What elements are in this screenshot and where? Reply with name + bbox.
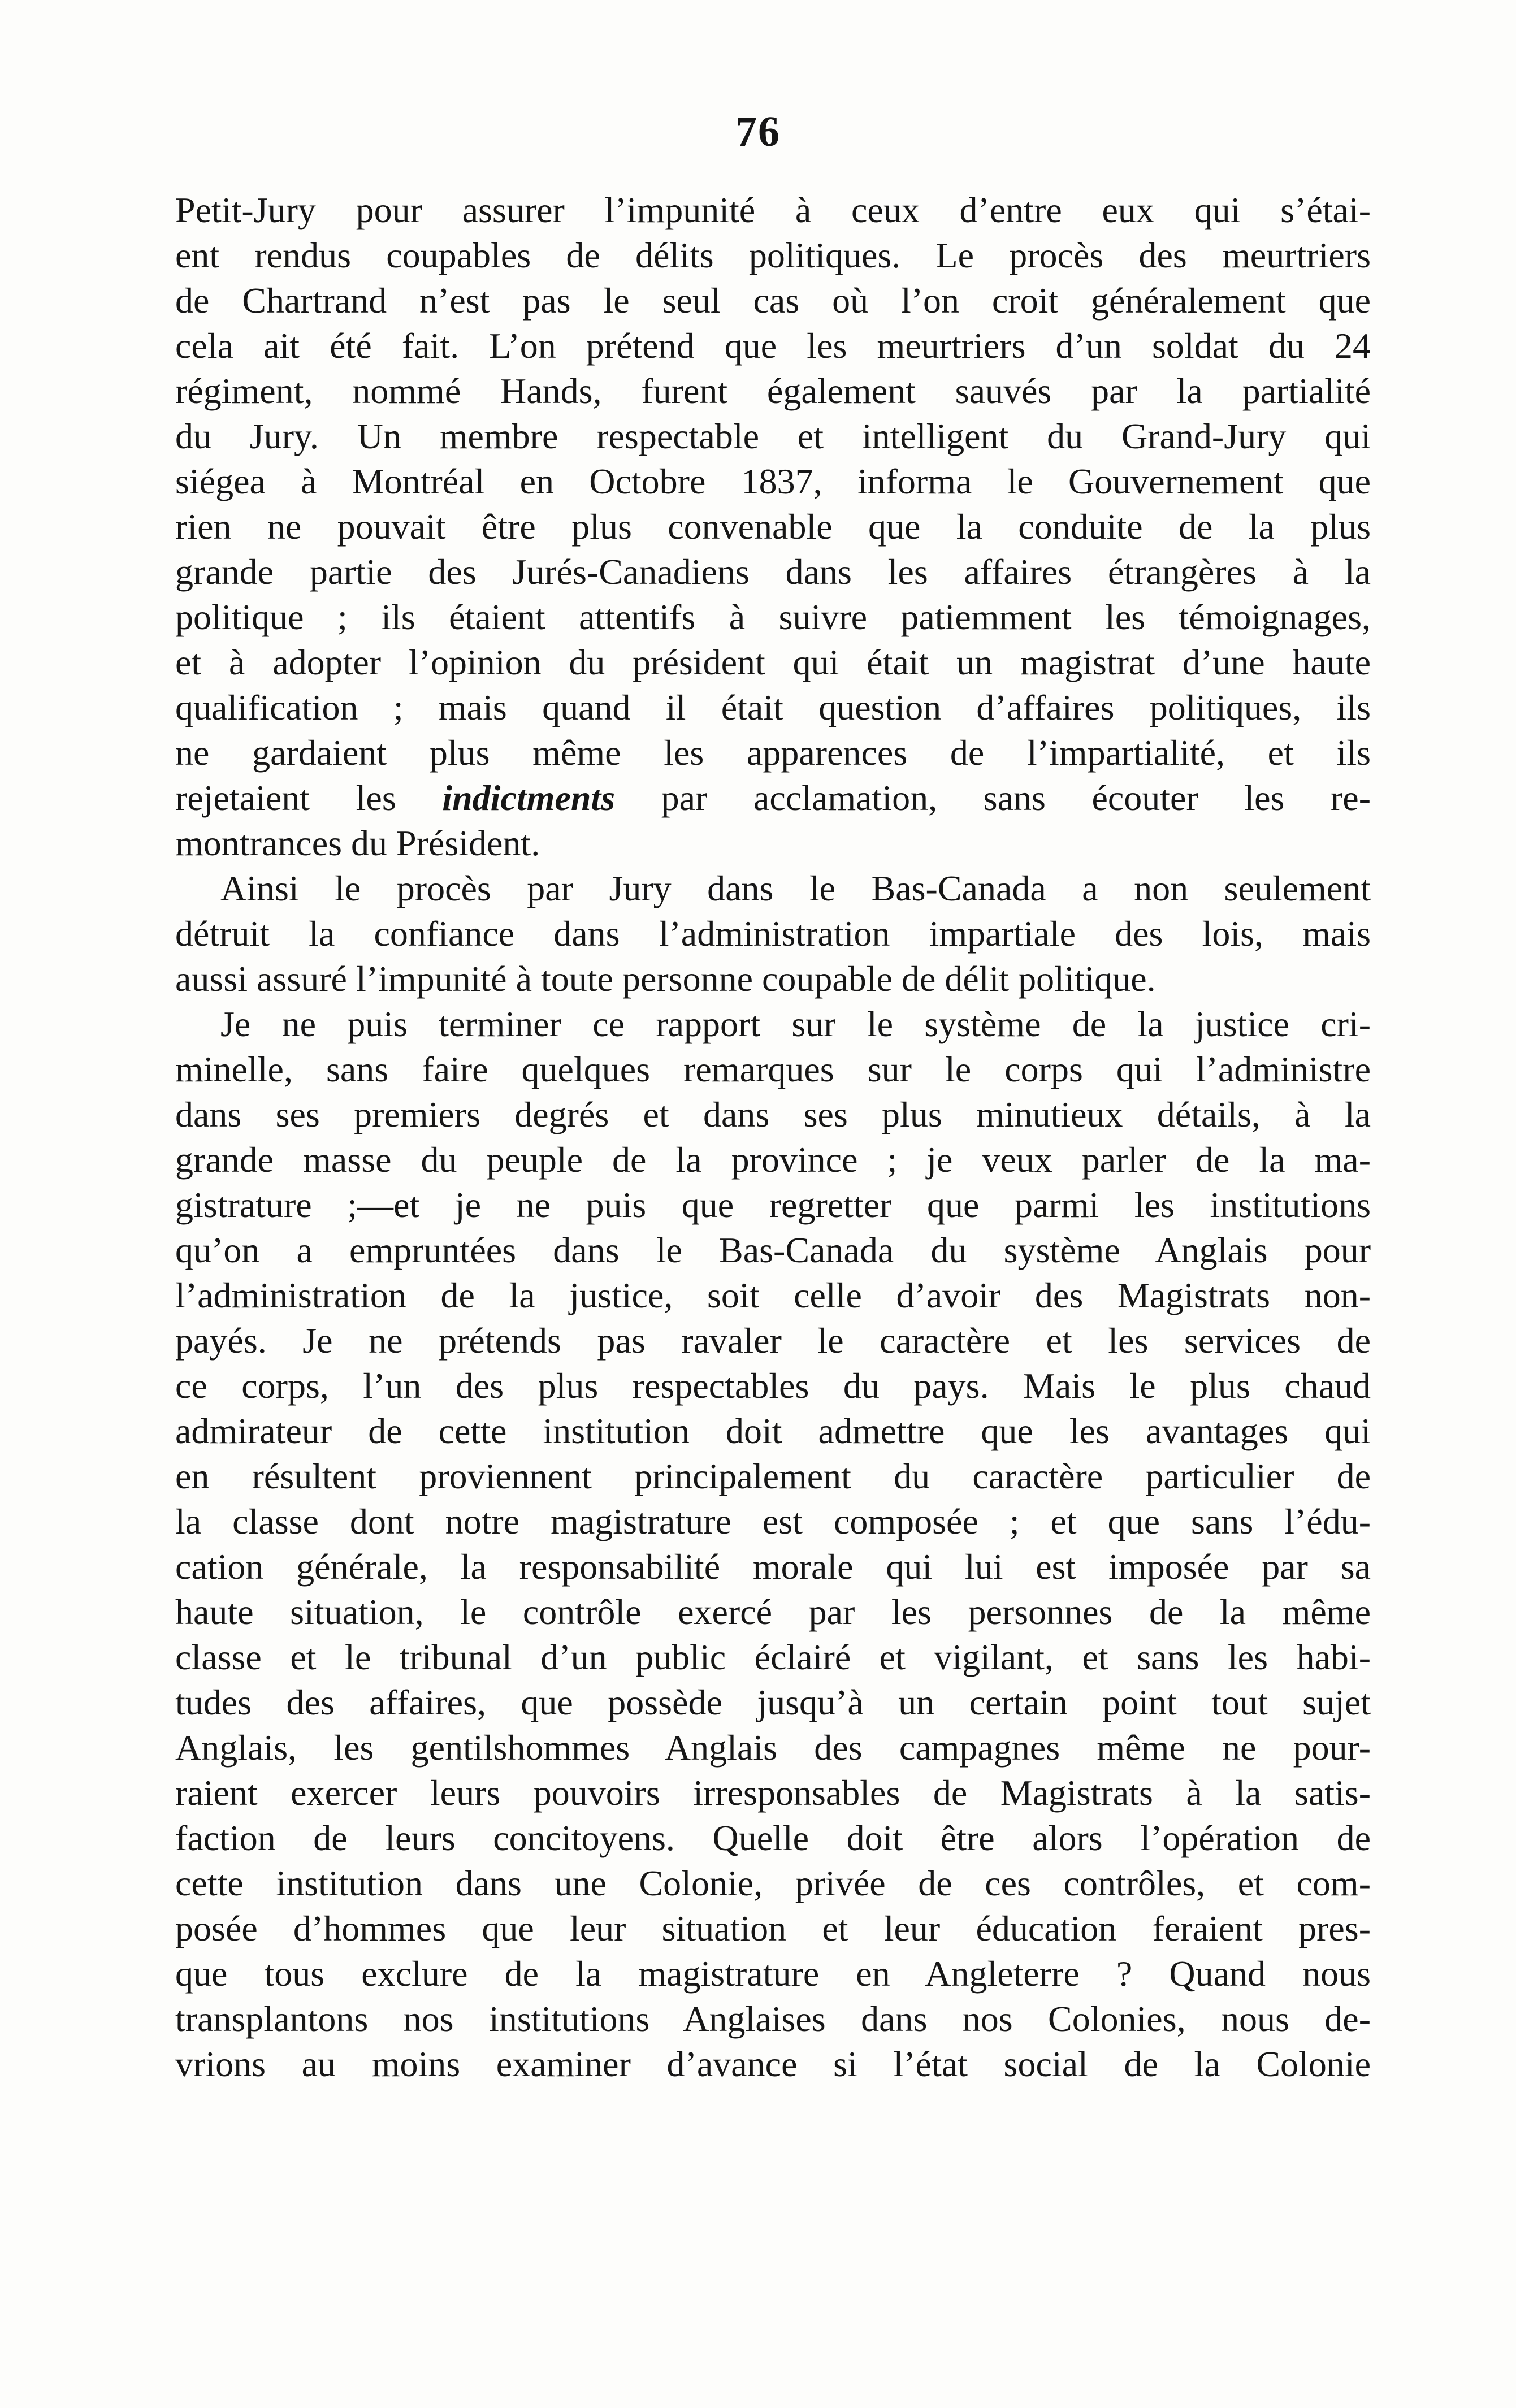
text-line: la classe dont notre magistrature est composée ; et que sans l’édu-	[175, 1501, 1371, 1541]
text-line: ce corps, l’un des plus respectables du pays. Mais le plus chaud	[175, 1366, 1371, 1406]
text-segment: rejetaient les	[175, 778, 443, 818]
text-line: Ainsi le procès par Jury dans le Bas-Canada a non seulement	[220, 868, 1371, 908]
text-line: transplantons nos institutions Anglaises dans nos Colonies, nous de-	[175, 1999, 1371, 2039]
text-line: montrances du Président.	[175, 823, 540, 863]
text-line: cette institution dans une Colonie, privée de ces contrôles, et com-	[175, 1863, 1371, 1903]
text-line: Petit-Jury pour assurer l’impunité à ceux d’entre eux qui s’étai-	[175, 190, 1371, 230]
body-text	[175, 188, 1371, 2087]
text-line: grande partie des Jurés-Canadiens dans les affaires étrangères à la	[175, 552, 1371, 592]
text-line: et à adopter l’opinion du président qui était un magistrat d’une haute	[175, 642, 1371, 682]
text-line: Je ne puis terminer ce rapport sur le système de la justice cri-	[220, 1004, 1371, 1044]
text-line: qu’on a empruntées dans le Bas-Canada du système Anglais pour	[175, 1230, 1371, 1270]
italic-term: indictments	[442, 778, 616, 818]
text-line: du Jury. Un membre respectable et intelligent du Grand-Jury qui	[175, 416, 1371, 456]
text-line: politique ; ils étaient attentifs à suivre patiemment les témoignages,	[175, 597, 1371, 637]
text-line: qualification ; mais quand il était question d’affaires politiques, ils	[175, 687, 1371, 727]
text-line: tudes des affaires, que possède jusqu’à un certain point tout sujet	[175, 1682, 1371, 1722]
text-line: cation générale, la responsabilité morale qui lui est imposée par sa	[175, 1547, 1371, 1587]
text-line: que tous exclure de la magistrature en Angleterre ? Quand nous	[175, 1954, 1371, 1994]
text-line: vrions au moins examiner d’avance si l’état social de la Colonie	[175, 2044, 1371, 2084]
text-line: de Chartrand n’est pas le seul cas où l’on croit généralement que	[175, 280, 1371, 321]
text-line: détruit la confiance dans l’administration impartiale des lois, mais	[175, 913, 1371, 954]
text-line: l’administration de la justice, soit celle d’avoir des Magistrats non-	[175, 1275, 1371, 1315]
text-line: Anglais, les gentilshommes Anglais des campagnes même ne pour-	[175, 1727, 1371, 1768]
text-line: raient exercer leurs pouvoirs irresponsables de Magistrats à la satis-	[175, 1773, 1371, 1813]
text-line: gistrature ;—et je ne puis que regretter que parmi les institutions	[175, 1185, 1371, 1225]
text-line: minelle, sans faire quelques remarques sur le corps qui l’administre	[175, 1049, 1371, 1089]
text-line: ent rendus coupables de délits politiques. Le procès des meurtriers	[175, 235, 1371, 275]
text-line: en résultent proviennent principalement du caractère particulier de	[175, 1456, 1371, 1496]
text-line	[175, 776, 1371, 821]
text-line: grande masse du peuple de la province ; je veux parler de la ma-	[175, 1140, 1371, 1180]
text-line: ne gardaient plus même les apparences de l’impartialité, et ils	[175, 733, 1371, 773]
text-line: admirateur de cette institution doit admettre que les avantages qui	[175, 1411, 1371, 1451]
page-number: 76	[735, 108, 781, 155]
text-line: classe et le tribunal d’un public éclairé et vigilant, et sans les habi-	[175, 1637, 1371, 1677]
text-line: rien ne pouvait être plus convenable que la conduite de la plus	[175, 506, 1371, 547]
text-line: cela ait été fait. L’on prétend que les meurtriers d’un soldat du 24	[175, 326, 1371, 366]
text-line: faction de leurs concitoyens. Quelle doit être alors l’opération de	[175, 1818, 1371, 1858]
text-line: régiment, nommé Hands, furent également sauvés par la partialité	[175, 371, 1371, 411]
text-line: siégea à Montréal en Octobre 1837, informa le Gouvernement que	[175, 461, 1371, 501]
text-line: dans ses premiers degrés et dans ses plus minutieux détails, à la	[175, 1094, 1371, 1134]
text-line: aussi assuré l’impunité à toute personne coupable de délit politique.	[175, 959, 1156, 999]
text-line: haute situation, le contrôle exercé par les personnes de la même	[175, 1592, 1371, 1632]
text-line: posée d’hommes que leur situation et leur éducation feraient pres-	[175, 1908, 1371, 1948]
text-line: payés. Je ne prétends pas ravaler le caractère et les services de	[175, 1320, 1371, 1361]
text-segment: par acclamation, sans écouter les re-	[615, 778, 1371, 818]
